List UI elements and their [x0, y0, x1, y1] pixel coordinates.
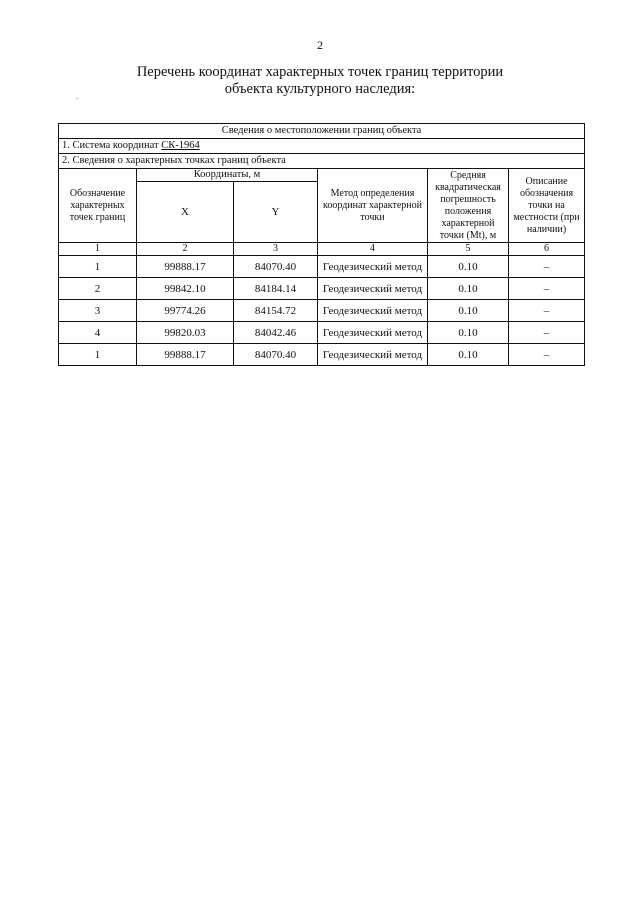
points-info-row: [59, 154, 585, 169]
points-info: 2. Сведения о характерных точках границ объекта: [59, 154, 585, 169]
column-number: 2: [137, 243, 234, 256]
cell-point: 2: [59, 278, 137, 300]
coordinate-system-value: СК-1964: [161, 140, 200, 151]
scan-speck: [76, 98, 78, 99]
coordinates-table: [58, 123, 585, 366]
cell-point: 4: [59, 322, 137, 344]
cell-method: Геодезический метод: [318, 300, 428, 322]
cell-method: Геодезический метод: [318, 322, 428, 344]
cell-point: 1: [59, 256, 137, 278]
cell-error: 0.10: [428, 278, 509, 300]
cell-description: –: [509, 278, 585, 300]
column-number: 5: [428, 243, 509, 256]
cell-x: 99888.17: [137, 344, 234, 366]
column-number: 1: [59, 243, 137, 256]
cell-description: –: [509, 344, 585, 366]
header-row-1: [59, 169, 585, 182]
cell-y: 84042.46: [234, 322, 318, 344]
table-row: [59, 278, 585, 300]
cell-error: 0.10: [428, 344, 509, 366]
column-number-row: [59, 243, 585, 256]
cell-y: 84184.14: [234, 278, 318, 300]
header-coordinates: Координаты, м: [137, 169, 318, 182]
cell-error: 0.10: [428, 256, 509, 278]
cell-error: 0.10: [428, 322, 509, 344]
section-header-row: [59, 124, 585, 139]
page-number: 2: [317, 38, 323, 52]
cell-x: 99820.03: [137, 322, 234, 344]
document-title-line-1: Перечень координат характерных точек границ территории: [136, 64, 504, 80]
header-x: X: [137, 182, 234, 243]
section-header: Сведения о местоположении границ объекта: [59, 124, 585, 139]
cell-description: –: [509, 256, 585, 278]
cell-y: 84154.72: [234, 300, 318, 322]
cell-y: 84070.40: [234, 256, 318, 278]
cell-y: 84070.40: [234, 344, 318, 366]
document-title-line-2: объекта культурного наследия:: [224, 81, 416, 97]
header-method: Метод определения координат характерной точки: [318, 169, 428, 243]
cell-description: –: [509, 300, 585, 322]
column-number: 3: [234, 243, 318, 256]
cell-point: 1: [59, 344, 137, 366]
document-title: [0, 64, 640, 98]
cell-method: Геодезический метод: [318, 256, 428, 278]
coordinate-system: [59, 139, 585, 154]
header-y: Y: [234, 182, 318, 243]
cell-point: 3: [59, 300, 137, 322]
column-number: 6: [509, 243, 585, 256]
cell-description: –: [509, 322, 585, 344]
coordinate-system-label: 1. Система координат: [62, 140, 159, 151]
cell-x: 99842.10: [137, 278, 234, 300]
cell-x: 99888.17: [137, 256, 234, 278]
table-row: [59, 322, 585, 344]
table-row: [59, 344, 585, 366]
header-point-designation: Обозначение характерных точек границ: [59, 169, 137, 243]
coordinate-system-row: [59, 139, 585, 154]
column-number: 4: [318, 243, 428, 256]
header-error: Средняя квадратическая погрешность положения характерной точки (Mt), м: [428, 169, 509, 243]
table-row: [59, 300, 585, 322]
table-row: [59, 256, 585, 278]
header-description: Описание обозначения точки на местности (при наличии): [509, 169, 585, 243]
cell-method: Геодезический метод: [318, 344, 428, 366]
cell-error: 0.10: [428, 300, 509, 322]
cell-x: 99774.26: [137, 300, 234, 322]
cell-method: Геодезический метод: [318, 278, 428, 300]
